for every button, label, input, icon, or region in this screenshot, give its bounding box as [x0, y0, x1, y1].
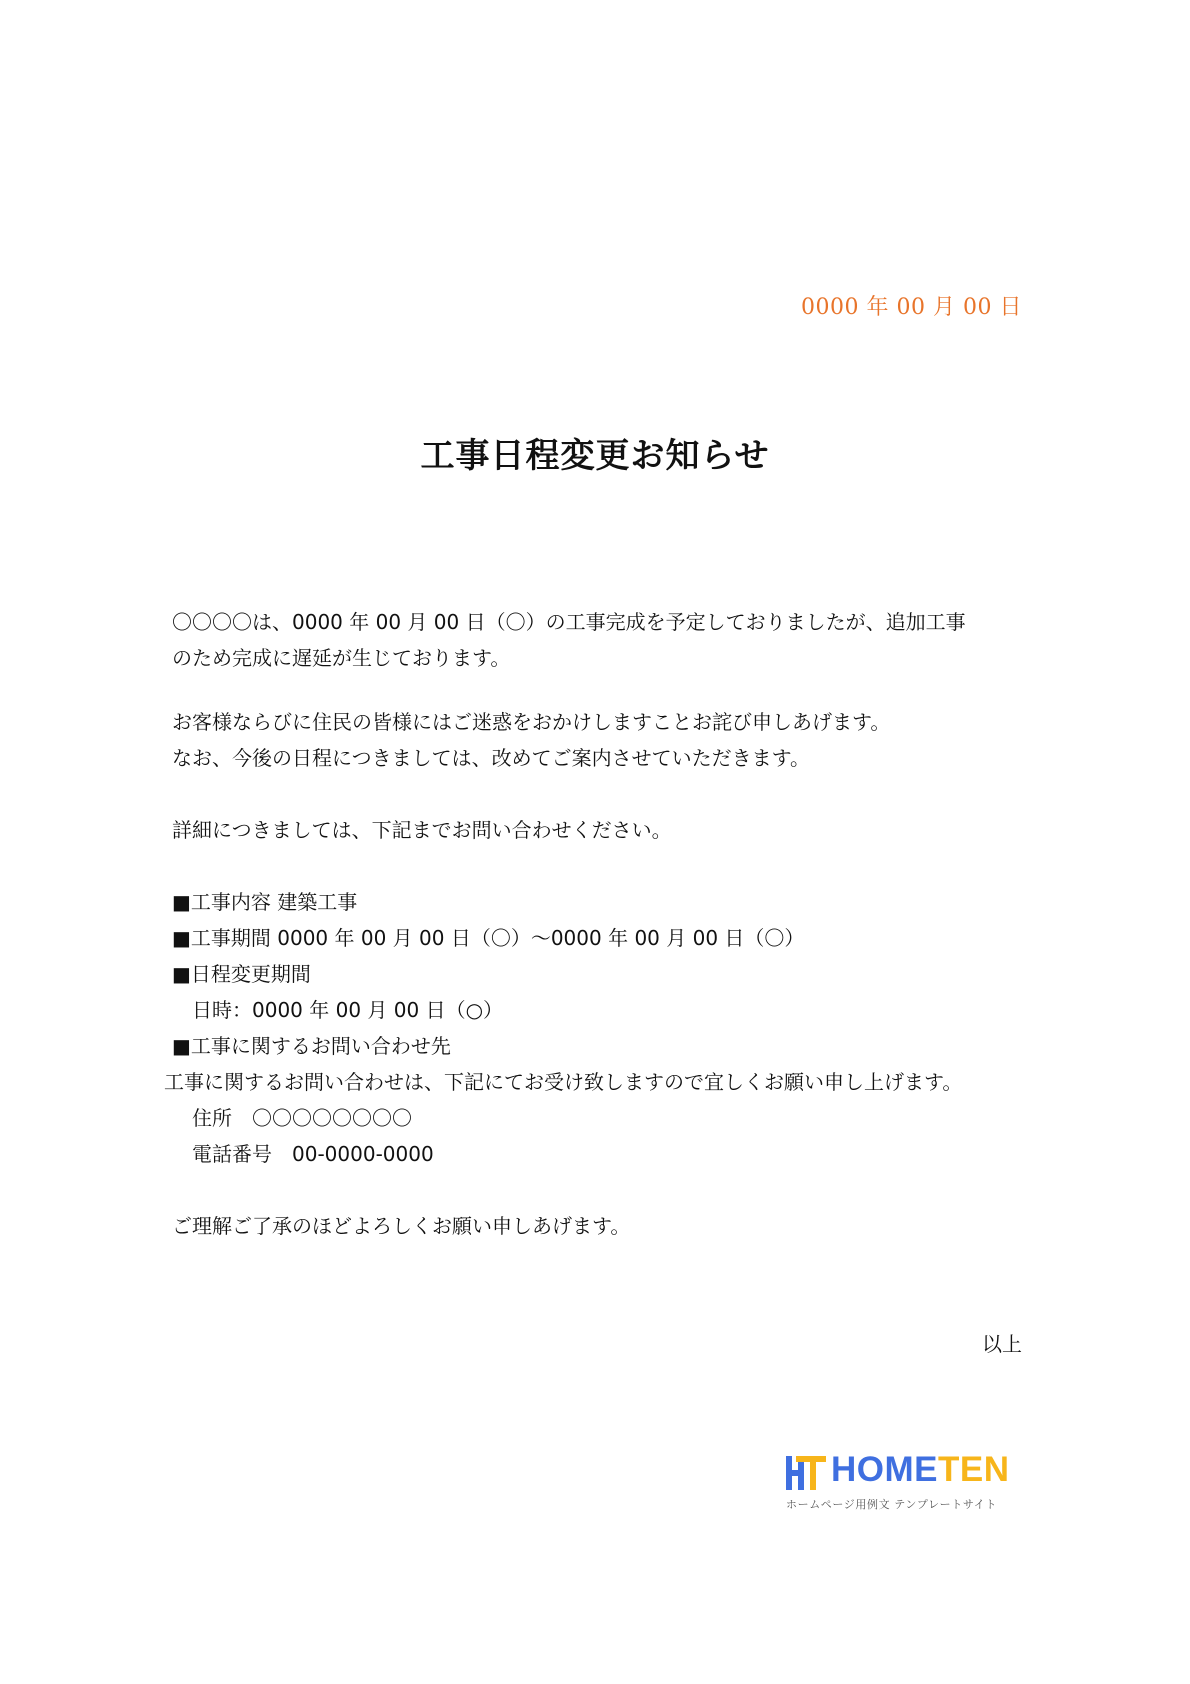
hometen-logo-text: [831, 1452, 1010, 1487]
detail-contact-heading: ■工事に関するお問い合わせ先: [172, 1034, 451, 1058]
hometen-logo-mark-icon: [786, 1456, 826, 1490]
closing-mark: 以上: [982, 1332, 1022, 1356]
logo-text-home: HOME: [831, 1450, 938, 1489]
document-date: 0000 年 00 月 00 日: [801, 295, 1022, 320]
body-paragraph-line: お客様ならびに住民の皆様にはご迷惑をおかけしますことお詫び申しあげます。: [172, 710, 891, 734]
body-paragraph-line: なお、今後の日程につきましては、改めてご案内させていただきます。: [172, 746, 810, 770]
body-paragraph-line: のため完成に遅延が生じております。: [172, 646, 511, 670]
detail-construction-content: ■工事内容 建築工事: [172, 890, 358, 914]
hometen-logo: [786, 1450, 1014, 1511]
body-closing-line: ご理解ご了承のほどよろしくお願い申しあげます。: [172, 1214, 631, 1238]
contact-phone: 電話番号 00-0000-0000: [192, 1142, 434, 1166]
logo-text-ten: TEN: [938, 1450, 1010, 1489]
detail-schedule-date: 日時：0000 年 00 月 00 日（○）: [192, 998, 504, 1022]
contact-address: 住所 〇〇〇〇〇〇〇〇: [192, 1106, 412, 1130]
document-title: 工事日程変更お知らせ: [420, 436, 770, 476]
logo-subtitle: ホームページ用例文 テンプレートサイト: [786, 1498, 997, 1511]
body-paragraph-line: 詳細につきましては、下記までお問い合わせください。: [172, 818, 672, 842]
detail-construction-period: ■工事期間 0000 年 00 月 00 日（〇）〜0000 年 00 月 00 日（〇）: [172, 926, 805, 950]
detail-contact-note: 工事に関するお問い合わせは、下記にてお受け致しますので宜しくお願い申し上げます。: [164, 1070, 963, 1094]
detail-schedule-change: ■日程変更期間: [172, 962, 311, 986]
body-paragraph-line: 〇〇〇〇は、0000 年 00 月 00 日（〇）の工事完成を予定しておりましたが、追加工事: [172, 610, 966, 634]
